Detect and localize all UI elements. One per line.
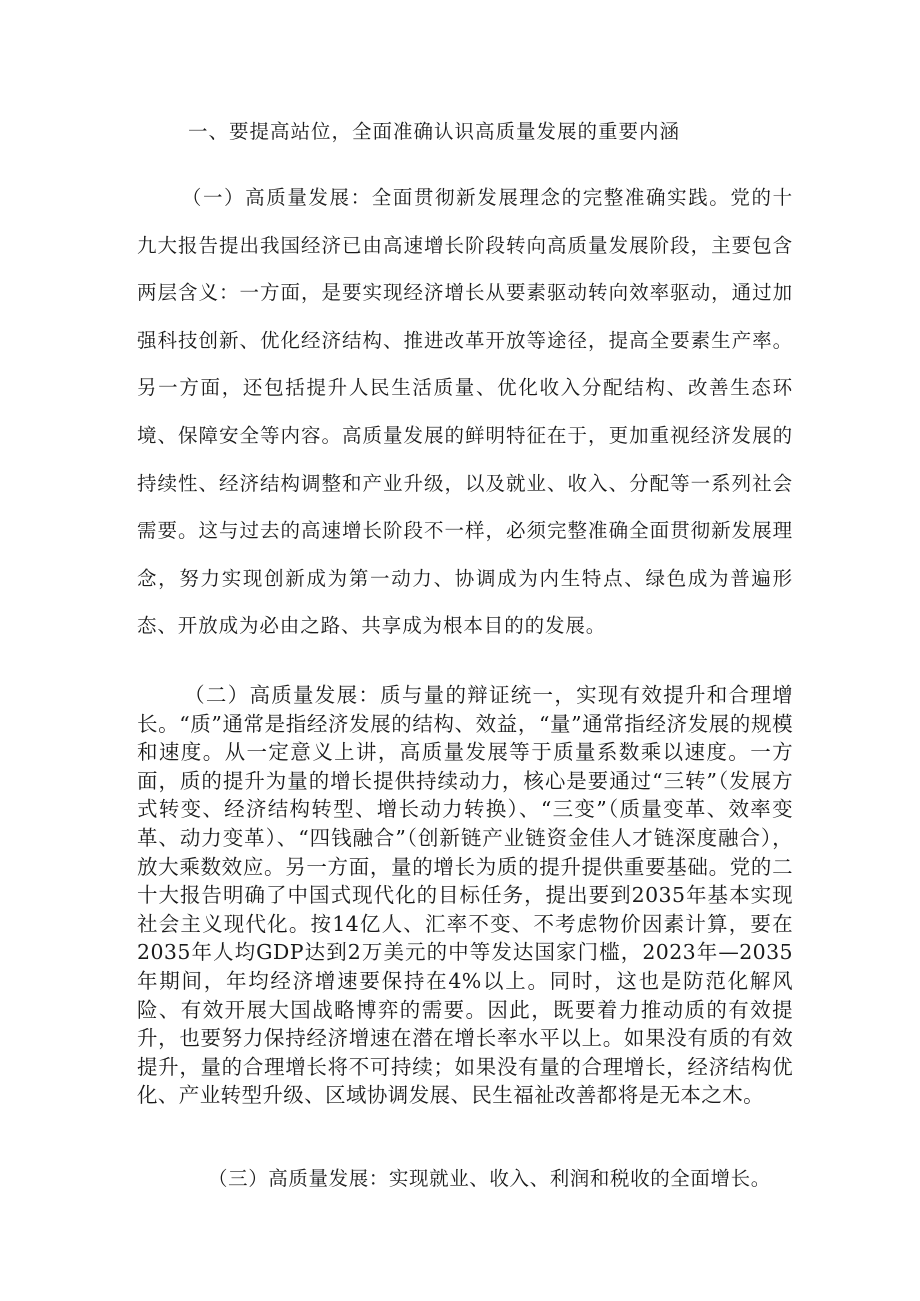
section-heading: 一、要提高站位，全面准确认识高质量发展的重要内涵 (188, 120, 681, 143)
paragraph-3: （三）高质量发展：实现就业、收入、利润和税收的全面增长。 (208, 1167, 771, 1190)
paragraph-1: （一）高质量发展：全面贯彻新发展理念的完整准确实践。党的十九大报告提出我国经济已由高速增长阶段转向高质量发展阶段，主要包含两层含义：一方面，是要实现经济增长从要素驱动转向效率驱动，通过加强科技创新、优化经济结构、推进改革开放等途径，提高全要素生产率。另一方面，还包括提升人民生活质量、优化收入分配结构、改善生态环境、保障安全等内容。高质量发展的鲜明特征在于，更加重视经济发展的持续性、经济结构调整和产业升级，以及就业、收入、分配等一系列社会需要。这与过去的高速增长阶段不一样，必须完整准确全面贯彻新发展理念，努力实现创新成为第一动力、协调成为内生特点、绿色成为普遍形态、开放成为必由之路、共享成为根本目的的发展。 (137, 186, 793, 638)
paragraph-2: （二）高质量发展：质与量的辩证统一，实现有效提升和合理增长。“质”通常是指经济发展的结构、效益，“量”通常指经济发展的规模和速度。从一定意义上讲，高质量发展等于质量系数乘以速度。一方面，质的提升为量的增长提供持续动力，核心是要通过“三转”（发展方式转变、经济结构转型、增长动力转换）、“三变”（质量变革、效率变革、动力变革）、“四钱融合”（创新链产业链资金佳人才链深度融合），放大乘数效应。另一方面，量的增长为质的提升提供重要基础。党的二十大报告明确了中国式现代化的目标任务，提出要到2035年基本实现社会主义现代化。按14亿人、汇率不变、不考虑物价因素计算，要在2035年人均GDP达到2万美元的中等发达国家门槛，2023年—2035年期间，年均经济增速要保持在4%以上。同时，这也是防范化解风险、有效开展大国战略博弈的需要。因此，既要着力推动质的有效提升，也要努力保持经济增速在潜在增长率水平以上。如果没有质的有效提升，量的合理增长将不可持续；如果没有量的合理增长，经济结构优化、产业转型升级、区域协调发展、民生福祉改善都将是无本之木。 (137, 683, 793, 1108)
